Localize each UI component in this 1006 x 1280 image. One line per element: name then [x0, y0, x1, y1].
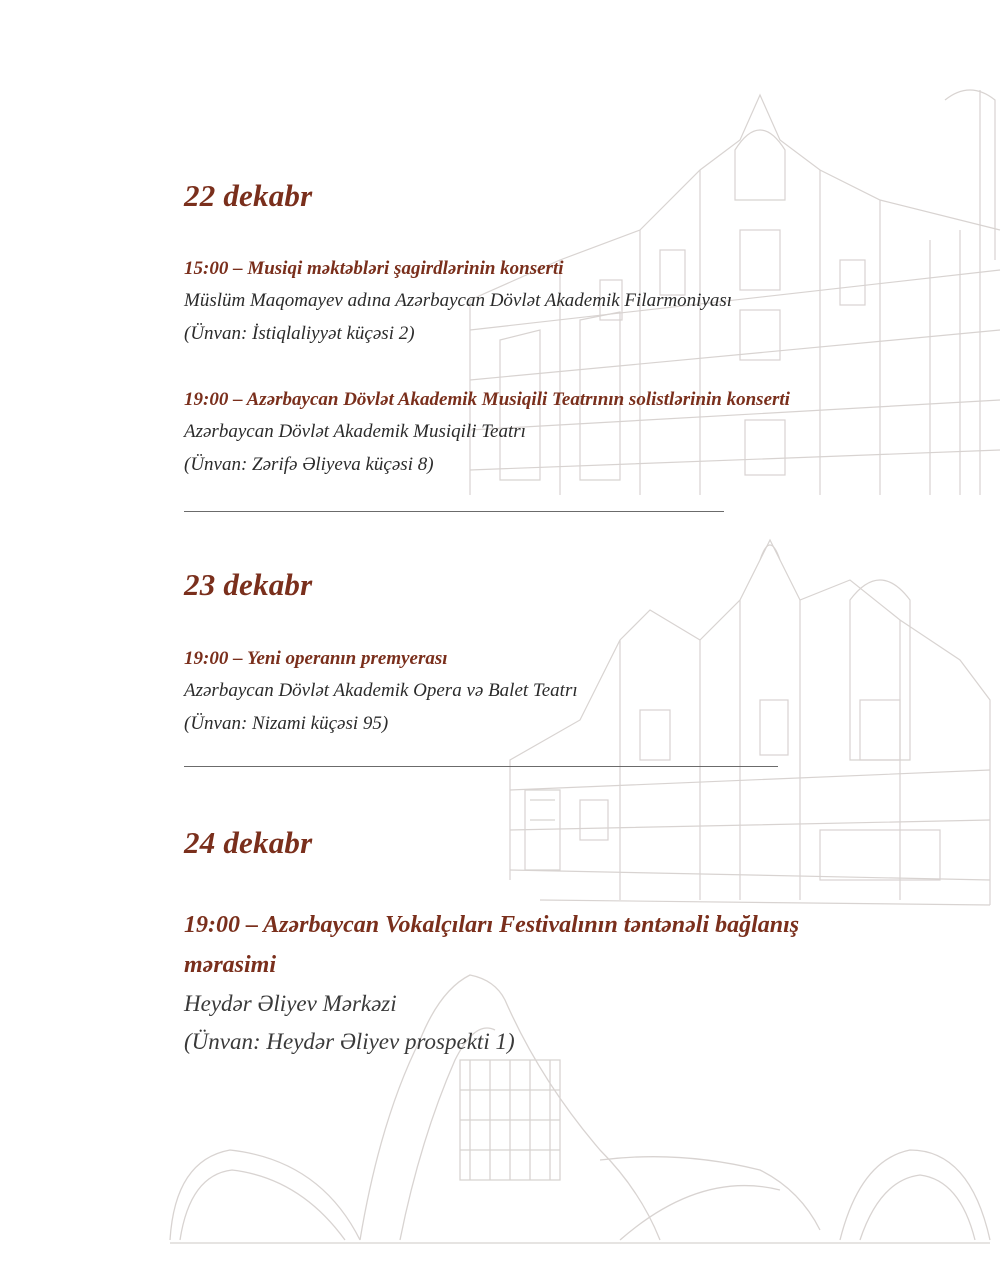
day-heading: 24 dekabr: [184, 825, 313, 860]
event-venue: Azərbaycan Dövlət Akademik Opera və Balet Teatrı: [184, 680, 578, 701]
event-address: (Ünvan: Nizami küçəsi 95): [184, 713, 389, 734]
event-entry: [184, 254, 732, 350]
event-address: (Ünvan: Zərifə Əliyeva küçəsi 8): [184, 454, 434, 475]
event-venue: Müslüm Maqomayev adına Azərbaycan Dövlət Akademik Filarmoniyası: [184, 290, 733, 311]
event-entry: [184, 905, 874, 1061]
event-title: 15:00 – Musiqi məktəbləri şagirdlərinin konserti: [184, 258, 564, 279]
event-title: 19:00 – Azərbaycan Vokalçıları Festivalının təntənəli bağlanış mərasimi: [184, 912, 800, 978]
day-heading: 23 dekabr: [184, 567, 313, 602]
event-address: (Ünvan: Heydər Əliyev prospekti 1): [184, 1029, 515, 1054]
event-entry: [184, 644, 578, 740]
section-divider: [184, 511, 724, 512]
event-title: 19:00 – Azərbaycan Dövlət Akademik Musiqili Teatrının solistlərinin konserti: [184, 389, 790, 410]
event-entry: [184, 385, 790, 481]
event-venue: Heydər Əliyev Mərkəzi: [184, 991, 397, 1016]
event-address: (Ünvan: İstiqlaliyyət küçəsi 2): [184, 323, 415, 344]
section-divider: [184, 766, 778, 767]
day-heading: 22 dekabr: [184, 178, 313, 213]
event-venue: Azərbaycan Dövlət Akademik Musiqili Teatrı: [184, 421, 526, 442]
event-title: 19:00 – Yeni operanın premyerası: [184, 648, 448, 669]
